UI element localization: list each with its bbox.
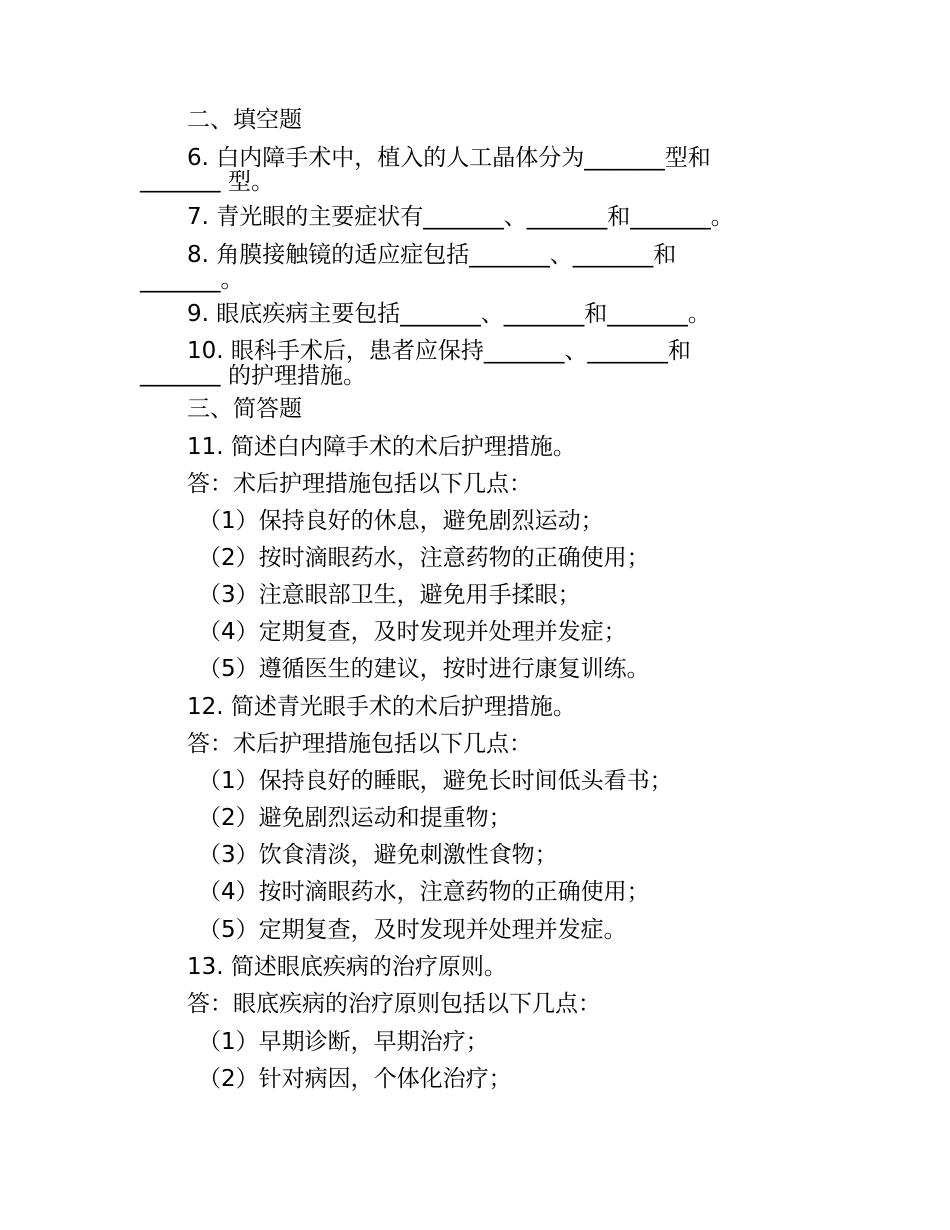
answer-12-item: （3）饮食清淡，避免刺激性食物； (198, 842, 558, 868)
answer-12-intro: 答：术后护理措施包括以下几点： (187, 731, 532, 757)
question-10-line1: 10. 眼科手术后，患者应保持_______、_______和 (187, 338, 691, 364)
question-7: 7. 青光眼的主要症状有_______、_______和_______。 (187, 204, 734, 230)
question-11: 11. 简述白内障手术的术后护理措施。 (187, 434, 576, 460)
answer-11-item: （3）注意眼部卫生，避免用手揉眼； (198, 582, 581, 608)
question-6-line1: 6. 白内障手术中，植入的人工晶体分为_______型和 (187, 145, 711, 171)
section-heading-fill-in: 二、填空题 (187, 107, 302, 133)
section-heading-short-answer: 三、简答题 (187, 396, 302, 422)
answer-12-item: （5）定期复查，及时发现并处理并发症。 (198, 917, 627, 943)
question-8-line1: 8. 角膜接触镜的适应症包括_______、_______和 (187, 242, 677, 268)
answer-13-item: （1）早期诊断，早期治疗； (198, 1029, 489, 1055)
answer-11-item: （5）遵循医生的建议，按时进行康复训练。 (198, 656, 650, 682)
answer-11-item: （2）按时滴眼药水，注意药物的正确使用； (198, 545, 650, 571)
answer-11-intro: 答：术后护理措施包括以下几点： (187, 471, 532, 497)
answer-13-item: （2）针对病因，个体化治疗； (198, 1066, 512, 1092)
answer-11-item: （1）保持良好的休息，避免剧烈运动； (198, 508, 604, 534)
question-6-blank: _______ (140, 167, 221, 193)
question-10-blank: _______ (140, 361, 221, 387)
answer-12-item: （1）保持良好的睡眠，避免长时间低头看书； (198, 768, 673, 794)
question-12: 12. 简述青光眼手术的术后护理措施。 (187, 694, 576, 720)
answer-11-item: （4）定期复查，及时发现并处理并发症； (198, 619, 627, 645)
answer-12-item: （4）按时滴眼药水，注意药物的正确使用； (198, 879, 650, 905)
question-13: 13. 简述眼底疾病的治疗原则。 (187, 954, 507, 980)
question-9: 9. 眼底疾病主要包括_______、_______和_______。 (187, 301, 711, 327)
answer-12-item: （2）避免剧烈运动和提重物； (198, 805, 512, 831)
answer-13-intro: 答：眼底疾病的治疗原则包括以下几点： (187, 991, 601, 1017)
question-8-line2: _______。 (140, 267, 244, 293)
question-6-tail: 型。 (228, 169, 274, 195)
question-10-tail: 的护理措施。 (228, 363, 366, 389)
